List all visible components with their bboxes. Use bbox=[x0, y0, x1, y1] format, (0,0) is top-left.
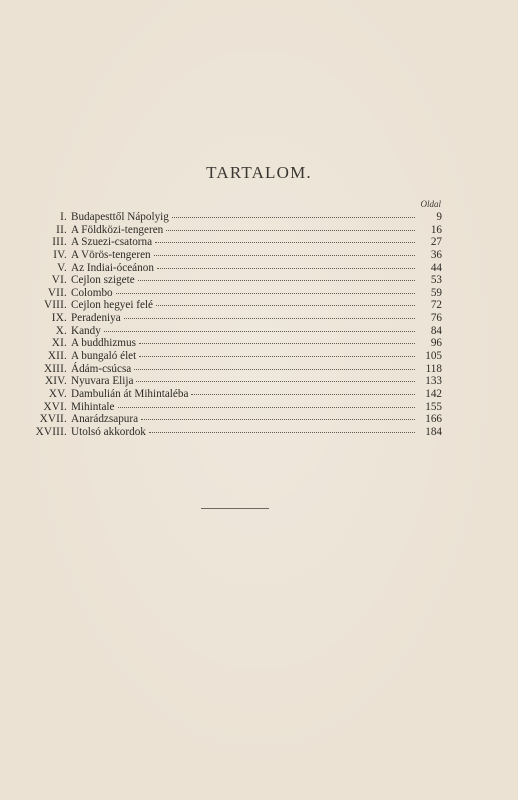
chapter-title: Colombo bbox=[71, 286, 113, 299]
toc-entry bbox=[30, 262, 442, 275]
chapter-title: Cejlon szigete bbox=[71, 274, 135, 287]
page-number: 53 bbox=[430, 274, 442, 287]
chapter-number: XVI. bbox=[43, 400, 67, 413]
page-number: 59 bbox=[430, 286, 442, 299]
chapter-number: XV. bbox=[48, 387, 67, 400]
chapter-title: Dambulián át Mihintaléba bbox=[71, 387, 189, 400]
chapter-title: Nyuvara Elija bbox=[71, 375, 134, 388]
closing-rule bbox=[201, 508, 269, 509]
toc-entry bbox=[30, 350, 442, 363]
dot-leader bbox=[118, 407, 416, 408]
chapter-number: I. bbox=[60, 211, 67, 223]
toc-entry bbox=[30, 299, 442, 312]
chapter-number: XIV. bbox=[44, 375, 67, 388]
page-number: 133 bbox=[425, 375, 442, 388]
chapter-title: Az Indiai-óceánon bbox=[71, 261, 154, 274]
toc-entry bbox=[30, 274, 442, 287]
toc-entry bbox=[30, 401, 442, 414]
toc-entry bbox=[30, 287, 442, 300]
dot-leader bbox=[155, 242, 415, 243]
dot-leader bbox=[134, 369, 415, 370]
toc-entry bbox=[30, 413, 442, 426]
dot-leader bbox=[156, 305, 415, 306]
chapter-number: VI. bbox=[51, 274, 67, 287]
chapter-number: III. bbox=[52, 236, 67, 249]
chapter-number: X. bbox=[55, 324, 67, 337]
table-of-contents bbox=[30, 211, 442, 439]
toc-entry bbox=[30, 426, 442, 439]
chapter-title: A Vörös-tengeren bbox=[71, 248, 151, 261]
page-number: 96 bbox=[430, 337, 442, 350]
toc-entry bbox=[30, 249, 442, 262]
chapter-number: VIII. bbox=[43, 299, 67, 312]
chapter-title: Anarádzsapura bbox=[71, 413, 139, 426]
dot-leader bbox=[149, 432, 415, 433]
dot-leader bbox=[139, 343, 415, 344]
toc-entry bbox=[30, 312, 442, 325]
chapter-number: XIII. bbox=[43, 362, 67, 375]
page-number: 142 bbox=[425, 387, 442, 400]
dot-leader bbox=[136, 381, 415, 382]
chapter-title: A Földközi-tengeren bbox=[71, 223, 164, 236]
page-number: 36 bbox=[430, 248, 442, 261]
toc-entry bbox=[30, 363, 442, 376]
chapter-number: XVIII. bbox=[35, 425, 67, 438]
page-number: 155 bbox=[425, 400, 442, 413]
page-number: 16 bbox=[430, 223, 442, 236]
chapter-title: Peradeniya bbox=[71, 312, 121, 325]
dot-leader bbox=[124, 318, 415, 319]
chapter-title: A bungaló élet bbox=[71, 350, 137, 363]
page-number: 105 bbox=[425, 350, 442, 363]
chapter-title: Budapesttől Nápolyig bbox=[71, 211, 169, 223]
toc-entry bbox=[30, 224, 442, 237]
page-number: 166 bbox=[425, 413, 442, 426]
chapter-number: II. bbox=[56, 223, 67, 236]
dot-leader bbox=[154, 255, 415, 256]
chapter-title: A buddhizmus bbox=[71, 337, 136, 350]
dot-leader bbox=[138, 280, 415, 281]
dot-leader bbox=[157, 268, 415, 269]
chapter-title: Utolsó akkordok bbox=[71, 425, 146, 438]
page-title: TARTALOM. bbox=[206, 163, 312, 182]
page-number: 72 bbox=[430, 299, 442, 312]
chapter-number: VII. bbox=[47, 286, 67, 299]
page-number: 76 bbox=[430, 312, 442, 325]
toc-entry bbox=[30, 375, 442, 388]
chapter-title: Ádám-csúcsa bbox=[71, 362, 132, 375]
page-number: 118 bbox=[425, 362, 442, 375]
dot-leader bbox=[141, 419, 415, 420]
chapter-number: XI. bbox=[51, 337, 67, 350]
chapter-title: Cejlon hegyei felé bbox=[71, 299, 154, 312]
toc-entry bbox=[30, 325, 442, 338]
toc-entry bbox=[30, 388, 442, 401]
chapter-title: Mihintale bbox=[71, 400, 115, 413]
page-number: 9 bbox=[436, 211, 442, 223]
page-column-header: Oldal bbox=[420, 199, 441, 209]
chapter-number: XVII. bbox=[39, 413, 67, 426]
page-number: 44 bbox=[430, 261, 442, 274]
dot-leader bbox=[116, 293, 415, 294]
chapter-number: XII. bbox=[47, 350, 67, 363]
page-number: 27 bbox=[430, 236, 442, 249]
page-number: 184 bbox=[425, 425, 442, 438]
dot-leader bbox=[172, 217, 415, 218]
chapter-number: V. bbox=[57, 261, 67, 274]
dot-leader bbox=[191, 394, 415, 395]
toc-entry bbox=[30, 337, 442, 350]
dot-leader bbox=[166, 230, 415, 231]
chapter-number: IV. bbox=[53, 248, 67, 261]
chapter-title: Kandy bbox=[71, 324, 101, 337]
toc-entry bbox=[30, 211, 442, 224]
toc-entry bbox=[30, 236, 442, 249]
dot-leader bbox=[139, 356, 415, 357]
dot-leader bbox=[104, 331, 415, 332]
chapter-title: A Szuezi-csatorna bbox=[71, 236, 153, 249]
page-number: 84 bbox=[430, 324, 442, 337]
chapter-number: IX. bbox=[51, 312, 67, 325]
